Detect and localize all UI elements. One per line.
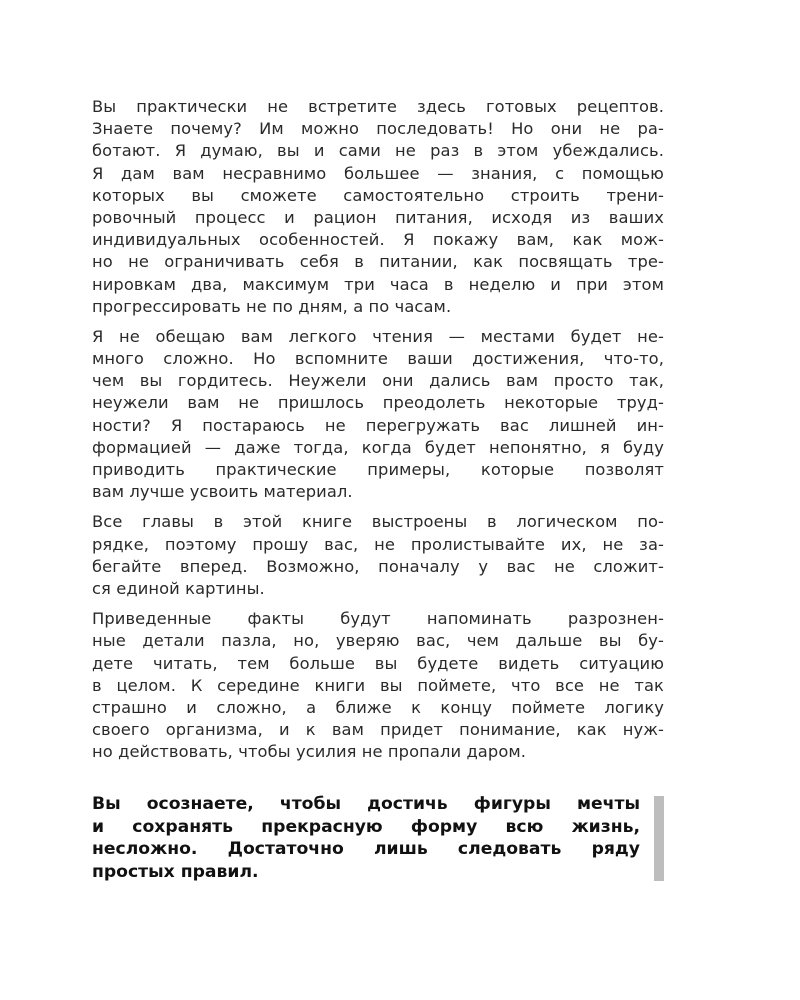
text-line: дете читать, тем больше вы будете видеть ситуацию: [92, 653, 664, 673]
callout-line: несложно. Достаточно лишь следовать ряду: [92, 839, 640, 859]
callout-line: и сохранять прекрасную форму всю жизнь,: [92, 816, 640, 837]
callout-text: [92, 793, 640, 883]
callout-block: [92, 793, 664, 883]
paragraph-1: [92, 96, 664, 318]
text-line: чем вы гордитесь. Неужели они дались вам просто так,: [92, 371, 664, 391]
paragraph-4: [92, 608, 664, 763]
text-line: но не ограничивать себя в питании, как посвящать тре-: [92, 252, 664, 272]
text-line: рядке, поэтому прошу вас, не пролистывайте их, не за-: [92, 534, 664, 554]
text-line: Вы практически не встретите здесь готовых рецептов.: [92, 97, 664, 116]
text-line: ровочный процесс и рацион питания, исходя из ваших: [92, 207, 664, 227]
text-line: ности? Я постараюсь не перегружать вас лишней ин-: [92, 415, 664, 435]
text-line: прогрессировать не по дням, а по часам.: [92, 296, 452, 316]
text-line: Приведенные факты будут напоминать разрознен-: [92, 609, 664, 629]
paragraph-3: [92, 511, 664, 600]
body-text: [92, 96, 664, 771]
text-line: ные детали пазла, но, уверяю вас, чем дальше вы бу-: [92, 631, 664, 651]
text-line: неужели вам не пришлось преодолеть некоторые труд-: [92, 393, 664, 413]
text-line: нировкам два, максимум три часа в неделю и при этом: [92, 274, 664, 294]
text-line: своего организма, и к вам придет понимание, как нуж-: [92, 720, 664, 740]
text-line: вам лучше усвоить материал.: [92, 482, 353, 502]
text-line: много сложно. Но вспомните ваши достижения, что-то,: [92, 349, 664, 369]
text-line: в целом. К середине книги вы поймете, что все не так: [92, 675, 664, 695]
callout-line: Вы осознаете, чтобы достичь фигуры мечты: [92, 794, 640, 814]
text-line: Знаете почему? Им можно последовать! Но они не ра-: [92, 119, 664, 139]
text-line: формацией — даже тогда, когда будет непонятно, я буду: [92, 437, 664, 457]
text-line: ботают. Я думаю, вы и сами не раз в этом убеждались.: [92, 141, 664, 161]
text-line: ся единой картины.: [92, 578, 265, 598]
text-line: индивидуальных особенностей. Я покажу вам, как мож-: [92, 230, 664, 250]
paragraph-2: [92, 326, 664, 504]
text-line: которых вы сможете самостоятельно строить трени-: [92, 185, 664, 205]
text-line: Все главы в этой книге выстроены в логическом по-: [92, 512, 664, 532]
callout-line: простых правил.: [92, 861, 259, 882]
text-line: но действовать, чтобы усилия не пропали даром.: [92, 742, 527, 762]
text-line: бегайте вперед. Возможно, поначалу у вас не сложит-: [92, 556, 664, 576]
text-line: Я дам вам несравнимо большее — знания, с помощью: [92, 163, 664, 183]
text-line: приводить практические примеры, которые позволят: [92, 460, 664, 479]
callout-accent-bar: [654, 796, 664, 881]
text-line: страшно и сложно, а ближе к концу поймете логику: [92, 697, 664, 717]
text-line: Я не обещаю вам легкого чтения — местами будет не-: [92, 326, 664, 346]
